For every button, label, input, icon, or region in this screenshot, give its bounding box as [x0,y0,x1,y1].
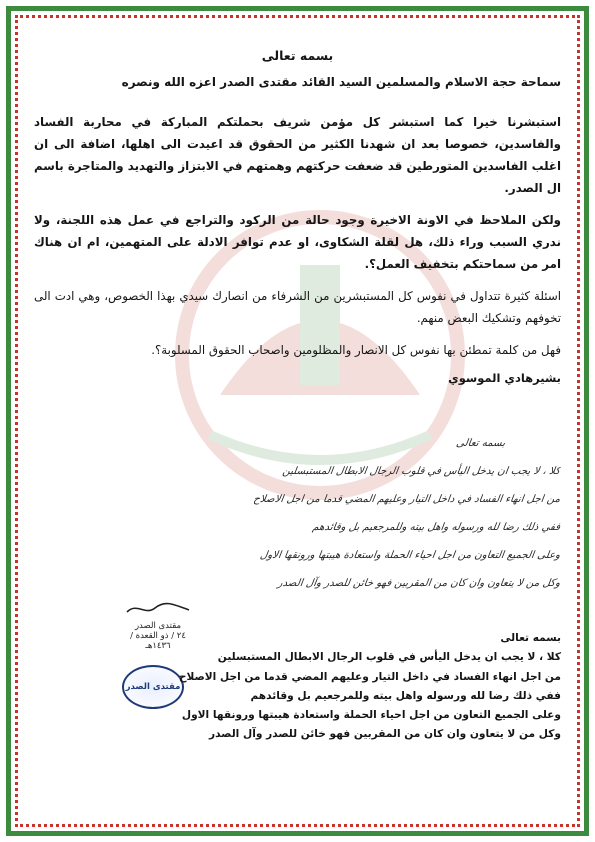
handwritten-line: من اجل انهاء الفساد في داخل التيار وعليهم المضي قدما من اجل الاصلاح [252,494,561,505]
handwritten-line: وكل من لا يتعاون وان كان من المقربين فهو خائن للصدر وآل الصدر [276,578,561,589]
transcription-line: وعلى الجميع التعاون من اجل احياء الحملة واستعادة هيبتها ورونقها الاول [181,709,561,722]
transcription-line: وكل من لا يتعاون وان كان من المقربين فهو خائن للصدر وآل الصدر [209,728,561,741]
reply-date: ٢٤ / ذو القعدة / ١٤٣٦هـ [130,631,186,651]
transcription-line: ففي ذلك رضا لله ورسوله واهل بيته وللمرجعيم بل وقائدهم [250,689,561,702]
typed-transcription [34,629,561,745]
transcription-line: من اجل انهاء الفساد في داخل التيار وعليهم المضي قدما من اجل الاصلاح [178,670,561,683]
letter-paragraph: اسئلة كثيرة تتداول في نفوس كل المستبشرين من الشرفاء من انصارك سيدي بهذا الخصوص، وهي ادت الى تخوفهم وتشكيك البعض منهم. [34,289,561,325]
transcription-heading: بسمه تعالى [500,632,561,644]
handwritten-line: ففي ذلك رضا لله ورسوله واهل بيته وللمرجعيم بل وقائدهم [311,522,561,533]
handwritten-heading: بسمه تعالى [455,438,506,449]
letter-paragraph: فهل من كلمة تمطئن بها نفوس كل الانصار والمظلومين واصحاب الحقوق المسلوبة؟. [151,343,561,357]
signature-scribble-icon [123,600,193,618]
letter-heading: بسمه تعالى [261,48,334,63]
signer-name: مقتدى الصدر [134,621,182,631]
letter-paragraph: ولكن الملاحظ في الاونة الاخيرة وجود حالة من الركود والتراجع في عمل هذه اللجنة، ولا ندري السبب وراء ذلك، هل لقلة الشكاوى، او عدم توافر الادلة على المتهمين، ام ان هناك امر من سماحتكم بتخفيف العمل؟. [34,213,561,271]
stamp-label: مقتدى الصدر [125,682,181,692]
transcription-line: كلا ، لا يجب ان يدخل اليأس في قلوب الرجال الابطال المستبسلين [217,651,561,664]
handwritten-line: كلا ، لا يجب ان يدخل اليأس في قلوب الرجال الابطال المستبسلين [281,466,561,477]
handwritten-line: وعلى الجميع التعاون من اجل احياء الحملة واستعادة هيبتها ورونقها الاول [259,550,561,561]
letter [34,48,561,385]
letter-paragraph: استبشرنا خيرا كما استبشر كل مؤمن شريف بحملتكم المباركة في محاربة الفساد والفاسدين، خصوصا بعد ان شهدنا الكثير من الحقوق قد اعيدت الى اهلها، اضافة الى ان اغلب الفاسدين المتورطين قد ضعفت حركتهم وهمتهم في الابتزاز والتهديد والمتاجرة باسم ال الصدر. [34,115,561,195]
addressee: سماحة حجة الاسلام والمسلمين السيد القائد مقتدى الصدر اعزه الله ونصره [121,75,561,89]
letter-signature: بشيرهادي الموسوي [448,371,561,385]
handwritten-reply [100,430,560,598]
